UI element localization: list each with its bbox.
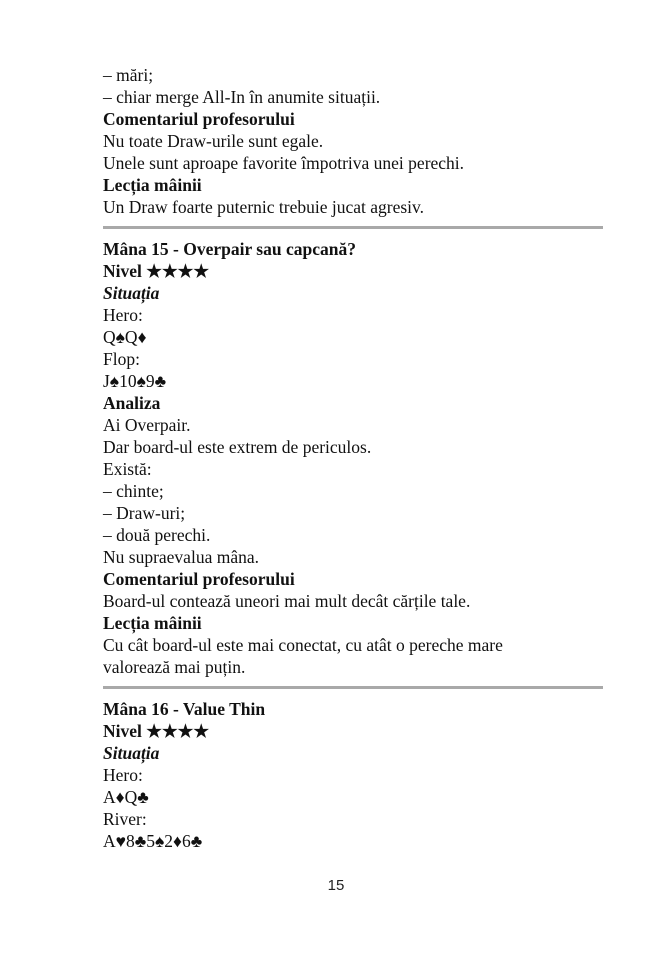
hand-15-section	[103, 238, 603, 678]
difficulty-level: Nivel ★★★★	[103, 261, 210, 281]
analysis-heading: Analiza	[103, 393, 161, 413]
comment-heading: Comentariul profesorului	[103, 109, 295, 129]
page-number: 15	[327, 877, 345, 894]
bullet-line: – chiar merge All-In în anumite situații.	[103, 87, 381, 107]
analysis-line: – două perechi.	[103, 525, 211, 545]
hero-label: Hero:	[103, 765, 143, 785]
hero-label: Hero:	[103, 305, 143, 325]
lesson-heading: Lecția mâinii	[103, 613, 202, 633]
flop-label: Flop:	[103, 349, 140, 369]
flop-cards: J♠10♠9♣	[103, 371, 167, 391]
analysis-line: Ai Overpair.	[103, 415, 191, 435]
lesson-line: valorează mai puțin.	[103, 657, 246, 677]
page-content	[103, 64, 603, 852]
comment-heading: Comentariul profesorului	[103, 569, 295, 589]
hand-16-section	[103, 698, 603, 852]
comment-line: Board-ul contează uneori mai mult decât cărțile tale.	[103, 591, 471, 611]
situation-heading: Situația	[103, 743, 160, 763]
difficulty-level: Nivel ★★★★	[103, 721, 210, 741]
bullet-line: – mări;	[103, 65, 154, 85]
comment-line: Nu toate Draw-urile sunt egale.	[103, 131, 324, 151]
hero-cards: A♦Q♣	[103, 787, 149, 807]
analysis-line: – Draw-uri;	[103, 503, 186, 523]
lesson-line: Un Draw foarte puternic trebuie jucat agresiv.	[103, 197, 425, 217]
hand-title: Mâna 15 - Overpair sau capcană?	[103, 239, 356, 259]
hand-title: Mâna 16 - Value Thin	[103, 699, 266, 719]
river-label: River:	[103, 809, 147, 829]
comment-line: Unele sunt aproape favorite împotriva unei perechi.	[103, 153, 465, 173]
section-14-tail	[103, 64, 603, 218]
analysis-line: Dar board-ul este extrem de periculos.	[103, 437, 372, 457]
analysis-line: Există:	[103, 459, 152, 479]
river-cards: A♥8♣5♠2♦6♣	[103, 831, 203, 851]
situation-heading: Situația	[103, 283, 160, 303]
hero-cards: Q♠Q♦	[103, 327, 147, 347]
analysis-line: Nu supraevalua mâna.	[103, 547, 259, 567]
analysis-line: – chinte;	[103, 481, 164, 501]
lesson-heading: Lecția mâinii	[103, 175, 202, 195]
lesson-line: Cu cât board-ul este mai conectat, cu atât o pereche mare	[103, 635, 503, 655]
